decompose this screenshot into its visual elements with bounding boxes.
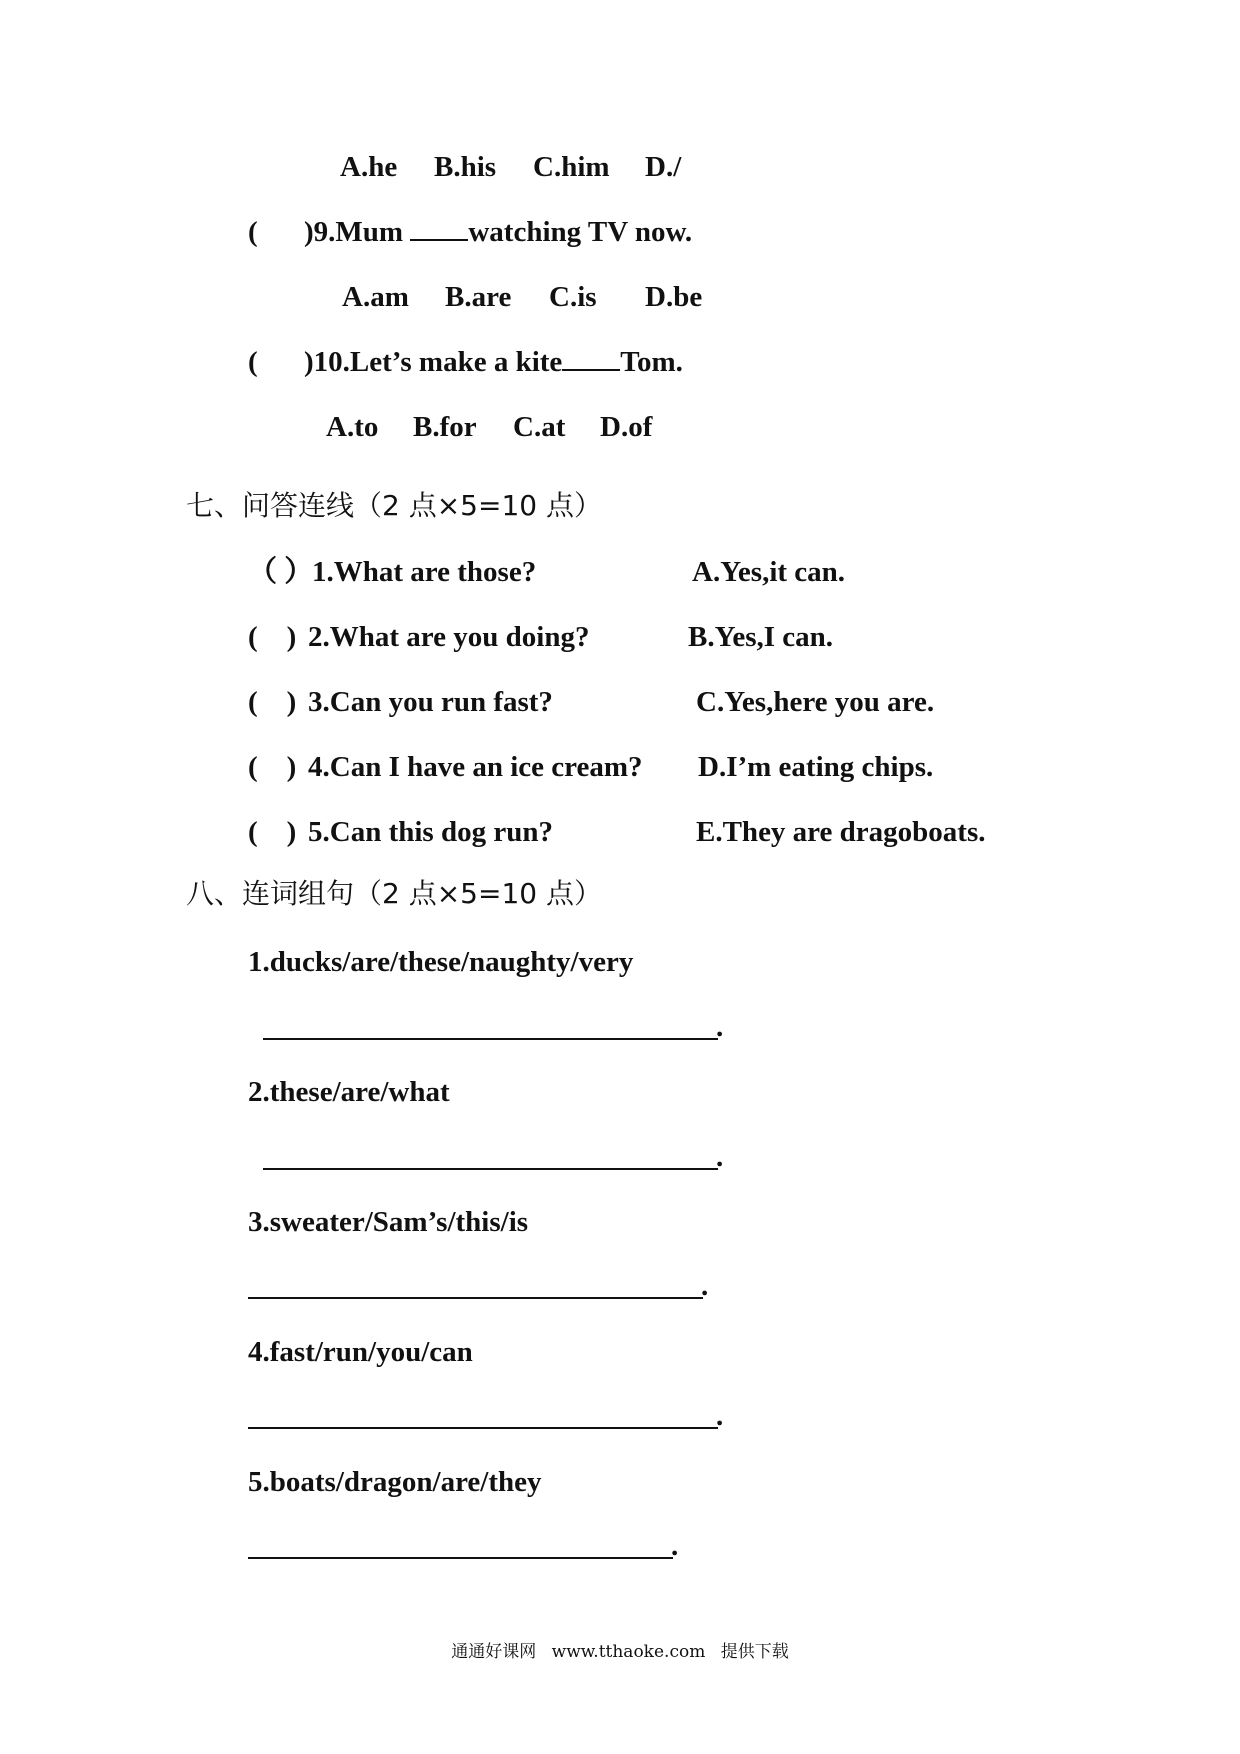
q10-stem-a: 10.Let’s make a kite [313,346,563,378]
s7-q2-paren[interactable]: ( ) [248,621,297,653]
q8-option-a: A.he [340,151,398,183]
q9-stem-a: 9.Mum [313,216,411,248]
q9-paren-close: ) [304,216,314,248]
s8-answer-line-4[interactable] [248,1427,718,1429]
q9-blank[interactable] [410,217,468,241]
s8-period-1: . [716,1011,724,1043]
q9-stem-b: watching TV now. [468,216,693,248]
s8-item-3: 3.sweater/Sam’s/this/is [248,1206,529,1238]
q10-option-b: B.for [413,411,477,443]
s7-q1-text: 1.What are those? [312,556,537,588]
s8-item-1: 1.ducks/are/these/naughty/very [248,946,634,978]
q10-stem-b: Tom. [620,346,683,378]
s8-period-5: . [671,1530,679,1562]
section8-title: 八、连词组句（2 点×5=10 点） [186,877,602,910]
s8-period-3: . [701,1270,709,1302]
s8-period-4: . [716,1400,724,1432]
q10-option-a: A.to [326,411,379,443]
s8-answer-line-2[interactable] [263,1168,718,1170]
q9-question [304,215,692,249]
s7-answer-e: E.They are dragoboats. [696,816,986,848]
s8-item-2: 2.these/are/what [248,1076,450,1108]
q10-question [304,345,683,379]
s7-q4-text: 4.Can I have an ice cream? [308,751,643,783]
page-footer [0,1637,1240,1662]
s7-answer-d: D.I’m eating chips. [698,751,934,783]
s7-answer-a: A.Yes,it can. [692,556,846,588]
q8-option-b: B.his [434,151,497,183]
q10-paren-close: ) [304,346,314,378]
s7-q5-paren[interactable]: ( ) [248,816,297,848]
s7-q3-text: 3.Can you run fast? [308,686,553,718]
q10-option-d: D.of [600,411,653,443]
footer-url[interactable]: www.tthaoke.com [551,1642,706,1662]
s7-answer-b: B.Yes,I can. [688,621,834,653]
s8-answer-line-3[interactable] [248,1297,703,1299]
q8-option-d: D./ [645,151,682,183]
s7-answer-c: C.Yes,here you are. [696,686,935,718]
footer-site-name: 通通好课网 [451,1642,537,1662]
q10-paren-open: ( [248,346,258,378]
q9-option-d: D.be [645,281,703,313]
footer-note: 提供下载 [720,1642,789,1662]
q10-option-c: C.at [513,411,566,443]
q9-paren-open: ( [248,216,258,248]
s8-answer-line-5[interactable] [248,1557,673,1559]
s8-period-2: . [716,1141,724,1173]
s7-q4-paren[interactable]: ( ) [248,751,297,783]
s7-q5-text: 5.Can this dog run? [308,816,553,848]
q10-blank[interactable] [562,347,620,371]
s7-q1-paren[interactable]: （ ） [248,556,314,588]
q9-option-a: A.am [342,281,409,313]
section7-title: 七、问答连线（2 点×5=10 点） [186,489,602,522]
s7-q3-paren[interactable]: ( ) [248,686,297,718]
q8-option-c: C.him [533,151,610,183]
s7-q2-text: 2.What are you doing? [308,621,590,653]
s8-item-4: 4.fast/run/you/can [248,1336,473,1368]
s8-item-5: 5.boats/dragon/are/they [248,1466,542,1498]
q9-option-b: B.are [445,281,512,313]
s8-answer-line-1[interactable] [263,1038,718,1040]
q9-option-c: C.is [549,281,597,313]
